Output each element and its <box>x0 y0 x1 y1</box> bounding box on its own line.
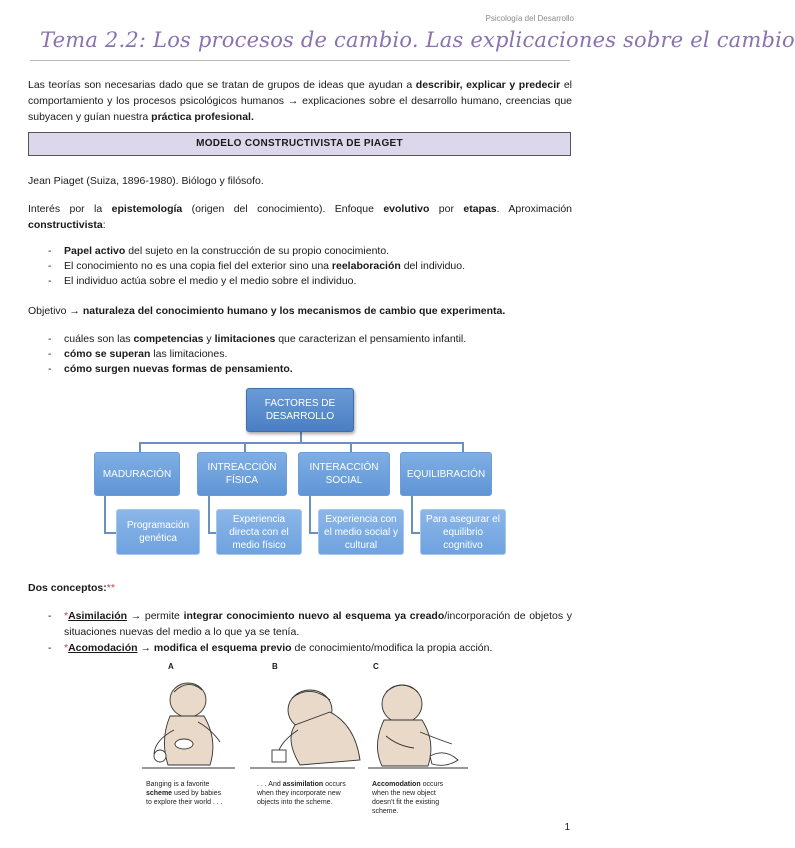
intro-text-1: Las teorías son necesarias dado que se tratan de grupos de ideas que ayudan a <box>28 79 416 91</box>
panel-letter: B <box>272 662 278 671</box>
list-item-text: del sujeto en la construcción de su propio conocimiento. <box>125 245 390 257</box>
title-divider <box>30 60 570 61</box>
concept-text: → <box>137 642 154 654</box>
caption-line: to explore their world . . . <box>146 799 223 806</box>
concepts-heading-mark: ** <box>106 582 115 594</box>
caption-text: occurs <box>323 781 346 788</box>
caption-line: doesn't fit the existing <box>372 799 440 806</box>
list-item-bold: cómo surgen nuevas formas de pensamiento. <box>64 363 293 375</box>
factor-equilibracion: EQUILIBRACIÓN <box>400 452 492 496</box>
interest-bold: epistemología <box>111 203 183 215</box>
objective-line <box>28 303 572 319</box>
list-item-text: y <box>203 333 215 345</box>
concepts-heading-text: Dos conceptos: <box>28 582 107 594</box>
list-item <box>28 274 572 289</box>
caption-line <box>146 789 256 798</box>
factor-detail: Experiencia con el medio social y cultural <box>318 509 404 555</box>
list-item-bold: limitaciones <box>214 333 276 345</box>
connector-line <box>309 496 311 533</box>
list-item-bold: Papel activo <box>64 245 126 257</box>
connector-line <box>411 496 413 533</box>
caption-text: occurs <box>420 781 444 788</box>
concept-bold: integrar conocimiento nuevo al esquema ya creado <box>183 610 445 622</box>
concepts-heading <box>28 580 572 596</box>
connector-line <box>139 442 462 444</box>
concept-text: de conocimiento/modifica la propia acción. <box>291 642 493 654</box>
list-item-text: El conocimiento no es una copia fiel del exterior sino una <box>64 260 332 272</box>
connector-line <box>244 442 246 452</box>
list-item-bold: cómo se superan <box>64 348 151 360</box>
caption-c <box>372 780 472 816</box>
connector-line <box>300 432 302 442</box>
interest-bold: evolutivo <box>383 203 430 215</box>
list-item <box>28 259 572 274</box>
section-heading: MODELO CONSTRUCTIVISTA DE PIAGET <box>28 132 571 156</box>
intro-text-2: el comportamiento y los procesos psicológicos humanos → explicaciones sobre el desarrollo humano, creencias que subyacen y guían nuestra <box>28 79 572 123</box>
interest-text: Interés por la <box>28 203 112 215</box>
baby-a-drawing <box>142 683 235 768</box>
factor-interaccion-social: INTERACCIÓN SOCIAL <box>298 452 390 496</box>
caption-line: when the new object <box>372 790 436 797</box>
caption-text: . . . And <box>257 781 283 788</box>
connector-line <box>139 442 141 452</box>
caption-line: scheme. <box>372 808 399 815</box>
baby-c-drawing <box>368 685 468 768</box>
list-item-text: El individuo actúa sobre el medio y el medio sobre el individuo. <box>64 275 357 287</box>
interest-text: por <box>429 203 464 215</box>
caption-bold: scheme <box>146 790 173 797</box>
list-item <box>28 640 572 656</box>
page-title: Tema 2.2: Los procesos de cambio. Las explicaciones sobre el cambio <box>40 28 795 52</box>
intro-bold-2: práctica profesional. <box>151 111 254 123</box>
list-item-bold: competencias <box>133 333 204 345</box>
piaget-line: Jean Piaget (Suiza, 1896-1980). Biólogo y filósofo. <box>28 175 264 187</box>
factor-detail: Experiencia directa con el medio físico <box>216 509 302 555</box>
intro-bold-1: describir, explicar y predecir <box>415 79 561 91</box>
objective-list <box>28 332 572 377</box>
caption-line: objects into the scheme. <box>257 799 333 806</box>
list-item-text: del individuo. <box>400 260 466 272</box>
factor-interaccion-fisica: INTREACCIÓN FÍSICA <box>197 452 287 496</box>
piaget-illustration <box>140 660 470 825</box>
interest-text: . Aproximación <box>496 203 572 215</box>
caption-a <box>146 780 256 807</box>
objective-bold: naturaleza del conocimiento humano y los mecanismos de cambio que experimenta. <box>82 305 506 317</box>
page-number: 1 <box>564 822 570 833</box>
panel-letter: C <box>373 662 379 671</box>
caption-bold: Accomodation <box>372 781 421 788</box>
connector-line <box>104 496 106 533</box>
connector-line <box>462 442 464 452</box>
constructivism-list <box>28 244 572 289</box>
interest-paragraph <box>28 201 572 233</box>
objective-text: Objetivo → <box>28 305 83 317</box>
concept-mark: * <box>64 642 69 654</box>
concept-text: → permite <box>127 610 184 622</box>
baby-drawings <box>140 670 470 780</box>
concepts-list <box>28 608 572 656</box>
diagram-root: FACTORES DE DESARROLLO <box>246 388 354 432</box>
factor-detail: Programación genética <box>116 509 200 555</box>
list-item <box>28 347 572 362</box>
caption-bold: assimilation <box>282 781 324 788</box>
factor-detail: Para asegurar el equilibrio cognitivo <box>420 509 506 555</box>
interest-text: : <box>102 219 106 231</box>
concept-mark: * <box>64 610 69 622</box>
intro-paragraph <box>28 77 572 125</box>
list-item <box>28 608 572 640</box>
interest-bold: constructivista <box>28 219 103 231</box>
connector-line <box>104 532 116 534</box>
caption-line <box>372 780 472 789</box>
baby-b-drawing <box>250 690 360 768</box>
caption-b <box>257 780 367 807</box>
factor-maduracion: MADURACIÓN <box>94 452 180 496</box>
header-subject: Psicología del Desarrollo <box>485 14 574 23</box>
panel-letter: A <box>168 662 174 671</box>
concept-term: Asimilación <box>68 610 128 622</box>
list-item-bold: reelaboración <box>331 260 401 272</box>
caption-line <box>257 780 367 789</box>
connector-line <box>350 442 352 452</box>
list-item <box>28 332 572 347</box>
caption-line: Banging is a favorite <box>146 781 210 788</box>
connector-line <box>208 496 210 533</box>
interest-text: (origen del conocimiento). Enfoque <box>182 203 384 215</box>
list-item <box>28 244 572 259</box>
list-item-text: las limitaciones. <box>150 348 228 360</box>
interest-bold: etapas <box>463 203 497 215</box>
concept-bold: modifica el esquema previo <box>153 642 292 654</box>
concept-text: /incorporación de objetos y situaciones nuevas del medio a lo que ya se tenía. <box>64 610 573 638</box>
list-item <box>28 362 572 377</box>
concept-term: Acomodación <box>68 642 138 654</box>
list-item-text: que caracterizan el pensamiento infantil. <box>275 333 467 345</box>
development-factors-diagram <box>90 388 510 560</box>
list-item-text: cuáles son las <box>64 333 134 345</box>
caption-line: when they incorporate new <box>257 790 341 797</box>
caption-text: used by babies <box>172 790 222 797</box>
